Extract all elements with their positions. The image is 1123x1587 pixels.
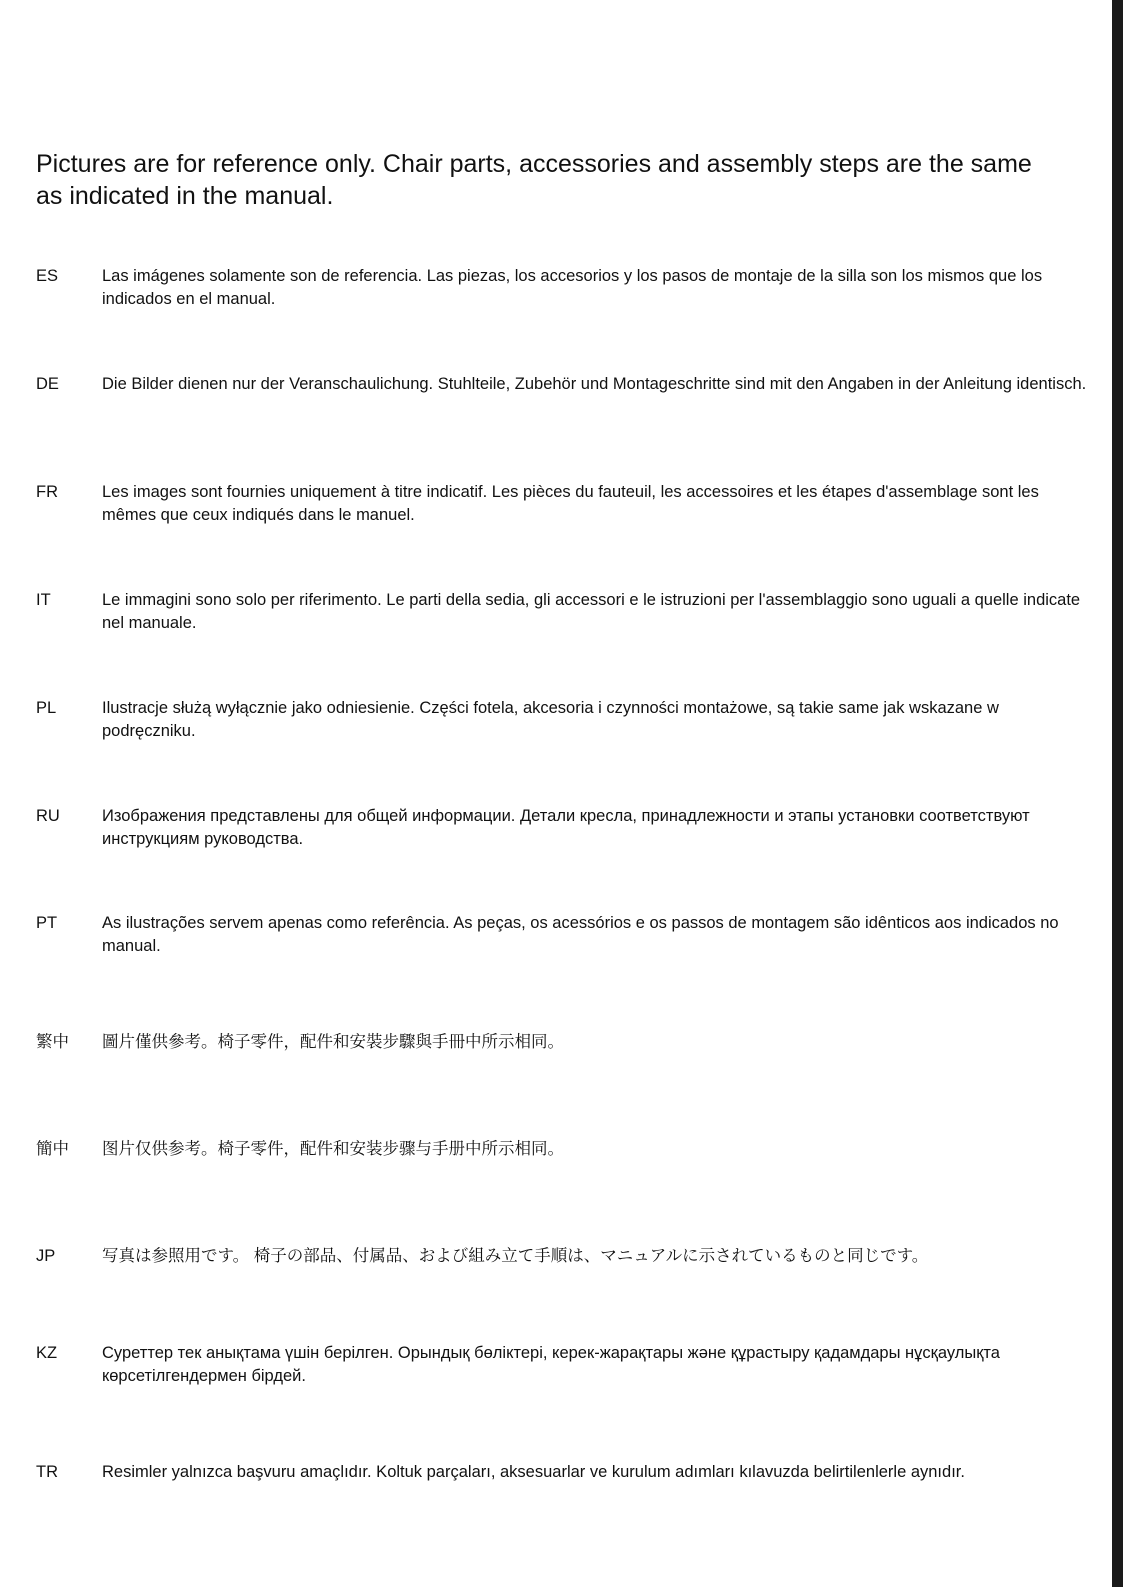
language-text: Resimler yalnızca başvuru amaçlıdır. Koltuk parçaları, aksesuarlar ve kurulum adımları kılavuzda belirtilenlerle aynıdır. [102, 1463, 965, 1481]
language-code: 簡中 [36, 1140, 69, 1158]
language-text: 图片仅供参考。椅子零件，配件和安装步骤与手册中所示相同。 [102, 1140, 564, 1158]
language-code: ES [36, 267, 59, 285]
language-code: TR [36, 1463, 58, 1481]
language-code: KZ [36, 1344, 58, 1362]
page-edge-border [1112, 0, 1123, 1587]
language-code: IT [36, 591, 51, 609]
language-code: PL [36, 699, 57, 717]
language-code: RU [36, 807, 60, 825]
language-text: Die Bilder dienen nur der Veranschaulichung. Stuhlteile, Zubehör und Montageschritte sind mit den Angaben in der Anleitung identisch. [102, 375, 1087, 393]
language-text: Суреттер тек анықтама үшін берілген. Орындық бөліктері, керек-жарақтары және құрастыру қадамдары нұсқаулықта көрсетілгендермен бірдей. [102, 1344, 1000, 1385]
language-text: 圖片僅供參考。椅子零件，配件和安裝步驟與手冊中所示相同。 [102, 1033, 564, 1051]
language-code: PT [36, 914, 58, 932]
language-text: Las imágenes solamente son de referencia. Las piezas, los accesorios y los pasos de montaje de la silla son los mismos que los indicados en el manual. [102, 267, 1043, 308]
language-text: Le immagini sono solo per riferimento. Le parti della sedia, gli accessori e le istruzioni per l'assemblaggio sono uguali a quelle indicate nel manuale. [102, 591, 1081, 632]
language-text: Изображения представлены для общей информации. Детали кресла, принадлежности и этапы установки соответствуют инструкциям руководства. [102, 807, 1030, 848]
language-text: As ilustrações servem apenas como referência. As peças, os acessórios e os passos de montagem são idênticos aos indicados no manual. [102, 914, 1059, 955]
language-text: 写真は参照用です。 椅子の部品、付属品、および組み立て手順は、マニュアルに示されているものと同じです。 [102, 1247, 929, 1265]
language-text: Les images sont fournies uniquement à titre indicatif. Les pièces du fauteuil, les accessoires et les étapes d'assemblage sont les mêmes que ceux indiqués dans le manuel. [102, 483, 1039, 524]
language-text: Ilustracje służą wyłącznie jako odniesienie. Części fotela, akcesoria i czynności montażowe, są takie same jak wskazane w podręczniku. [102, 699, 999, 740]
language-code: 繁中 [36, 1033, 69, 1051]
language-code: JP [36, 1247, 56, 1265]
language-code: FR [36, 483, 58, 501]
language-code: DE [36, 375, 59, 393]
intro-paragraph: Pictures are for reference only. Chair parts, accessories and assembly steps are the same as indicated in the manual. [36, 150, 1032, 210]
